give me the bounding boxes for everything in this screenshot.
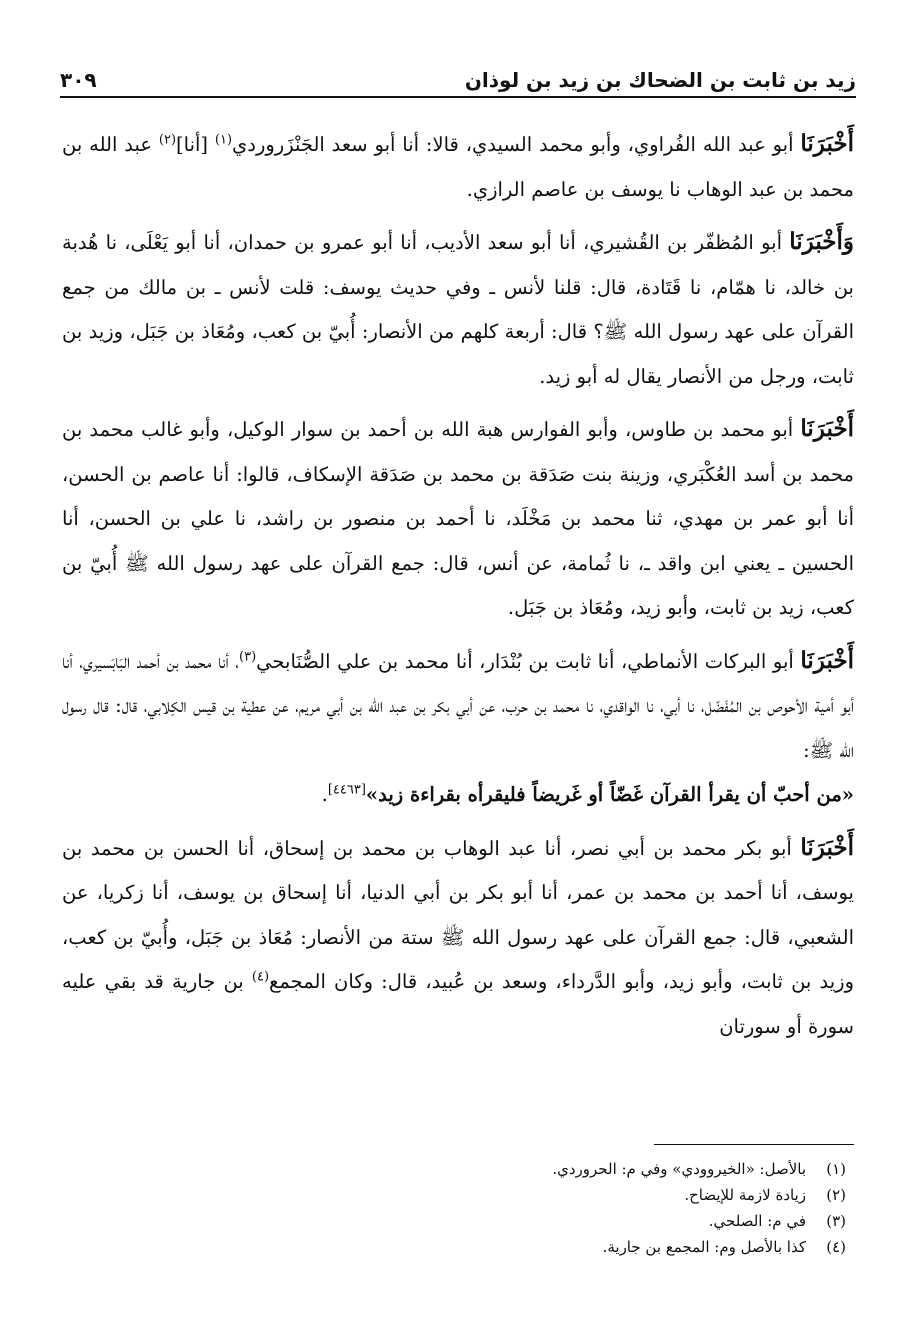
footnote-ref[interactable]: (٢) <box>158 132 177 148</box>
paragraph-text: عبد الله بن محمد بن عبد الوهاب نا يوسف بن عاصم الرازي. <box>62 133 854 201</box>
hadith-quote: «من أحبّ أن يقرأ القرآن غَضّاً أو غَريضاً فليقرأه بقراءة زيد» <box>365 783 854 806</box>
paragraph-2 <box>62 220 854 399</box>
paragraph-text: ، أنا محمد بن أحمد البَابَسيري، أنا أبو أمية الأحوص بن المُفَضّل، نا أبي، نا الواقدي، نا محمد بن حرب، عن أبي بكر بن عبد الله بن أبي مريم، عن عطية بن قيس الكِلابي، قال: قال رسول الله ﷺ: <box>62 649 854 762</box>
paragraph-text: أبو المُظفّر بن القُشيري، أنا أبو سعد الأديب، أنا أبو عمرو بن حمدان، أنا أبو يَعْلَى، نا هُدبة بن خالد، نا همّام، نا قَتَادة، قال: قلنا لأنس ـ وفي حديث يوسف: قلت لأنس ـ بن مالك من جمع القرآن على عهد رسول الله ﷺ؟ قال: أربعة كلهم من الأنصار: أُبيّ بن كعب، ومُعَاذ بن جَبَل، وزيد بن ثابت، ورجل من الأنصار يقال له أبو زيد. <box>62 231 854 388</box>
page-number: ٣٠٩ <box>60 68 97 92</box>
paragraph-lead: أَخْبَرَنَا <box>800 833 854 861</box>
paragraph-text: أبو بكر محمد بن أبي نصر، أنا عبد الوهاب بن محمد بن إسحاق، أنا الحسن بن محمد بن يوسف، أنا أحمد بن محمد بن عمر، أنا أبو بكر بن أبي الدنيا، أنا إسحاق بن يوسف، أنا زكريا، عن الشعبي، قال: جمع القرآن على عهد رسول الله ﷺ ستة من الأنصار: مُعَاذ بن جَبَل، وأُبيّ بن كعب، وزيد بن ثابت، وأبو زيد، وأبو الدَّرداء، وسعد بن عُبيد، قال: وكان المجمع <box>62 836 854 993</box>
paragraph-lead: أَخْبَرَنَا <box>800 130 854 157</box>
footnote-text: بالأصل: «الخيروودي» وفي م: الحروردي. <box>552 1160 806 1178</box>
footnote-text: كذا بالأصل وم: المجمع بن جارية. <box>602 1238 806 1256</box>
header-title: زيد بن ثابت بن الضحاك بن زيد بن لوذان <box>464 68 856 92</box>
footnote <box>62 1156 846 1182</box>
footnote-text: في م: الصلحي. <box>708 1212 806 1230</box>
footnote <box>62 1208 846 1234</box>
footnote-text: زيادة لازمة للإيضاح. <box>684 1186 806 1204</box>
paragraph-end: . <box>321 783 328 806</box>
paragraph-text: أبو عبد الله الفُراوي، وأبو محمد السيدي، قالا: أنا أبو سعد الجَنْزَروردي <box>232 133 801 156</box>
footnotes <box>62 1156 846 1260</box>
main-text <box>62 122 854 1057</box>
paragraph-text: أبو البركات الأنماطي، أنا ثابت بن بُنْدَار، أنا محمد بن علي الصُّنَابحي <box>256 649 801 673</box>
footnote-ref[interactable]: (١) <box>214 132 233 148</box>
paragraph-5 <box>62 826 854 1050</box>
footnote-ref[interactable]: (٣) <box>239 649 257 664</box>
running-header <box>60 60 856 98</box>
hadith-number: [٤٤٦٣] <box>327 782 366 798</box>
paragraph-lead: أَخْبَرَنَا <box>800 646 854 674</box>
paragraph-text: [أنا] <box>176 133 215 156</box>
footnote-number: (٢) <box>826 1186 846 1204</box>
footnote-number: (٣) <box>826 1212 846 1230</box>
paragraph-lead: أَخْبَرَنَا <box>800 415 854 442</box>
footnote-number: (٤) <box>826 1238 846 1256</box>
paragraph-text: أبو محمد بن طاوس، وأبو الفوارس هبة الله بن أحمد بن سوار الوكيل، وأبو غالب محمد بن محمد بن أسد العُكْبَري، وزينة بنت صَدَقة بن محمد بن صَدَقة الإسكاف، قالوا: أنا عاصم بن الحسن، أنا أبو عمر بن مهدي، ثنا محمد بن مَخْلَد، نا أحمد بن منصور بن راشد، نا علي بن الحسن، أنا الحسين ـ يعني ابن واقد ـ، نا ثُمامة، عن أنس، قال: جمع القرآن على عهد رسول الله ﷺ أُبيّ بن كعب، زيد بن ثابت، وأبو زيد، ومُعَاذ بن جَبَل. <box>62 418 854 619</box>
footnote-number: (١) <box>826 1160 846 1178</box>
paragraph-1 <box>62 122 854 212</box>
footnote <box>62 1182 846 1208</box>
paragraph-text: بن جارية قد بقي عليه سورة أو سورتان <box>62 970 854 1038</box>
footnote-divider <box>654 1144 854 1145</box>
footnote-ref[interactable]: (٤) <box>251 969 270 985</box>
paragraph-3 <box>62 407 854 631</box>
footnote <box>62 1234 846 1260</box>
paragraph-lead: وَأَخْبَرَنَا <box>789 228 854 255</box>
paragraph-4 <box>62 639 854 818</box>
